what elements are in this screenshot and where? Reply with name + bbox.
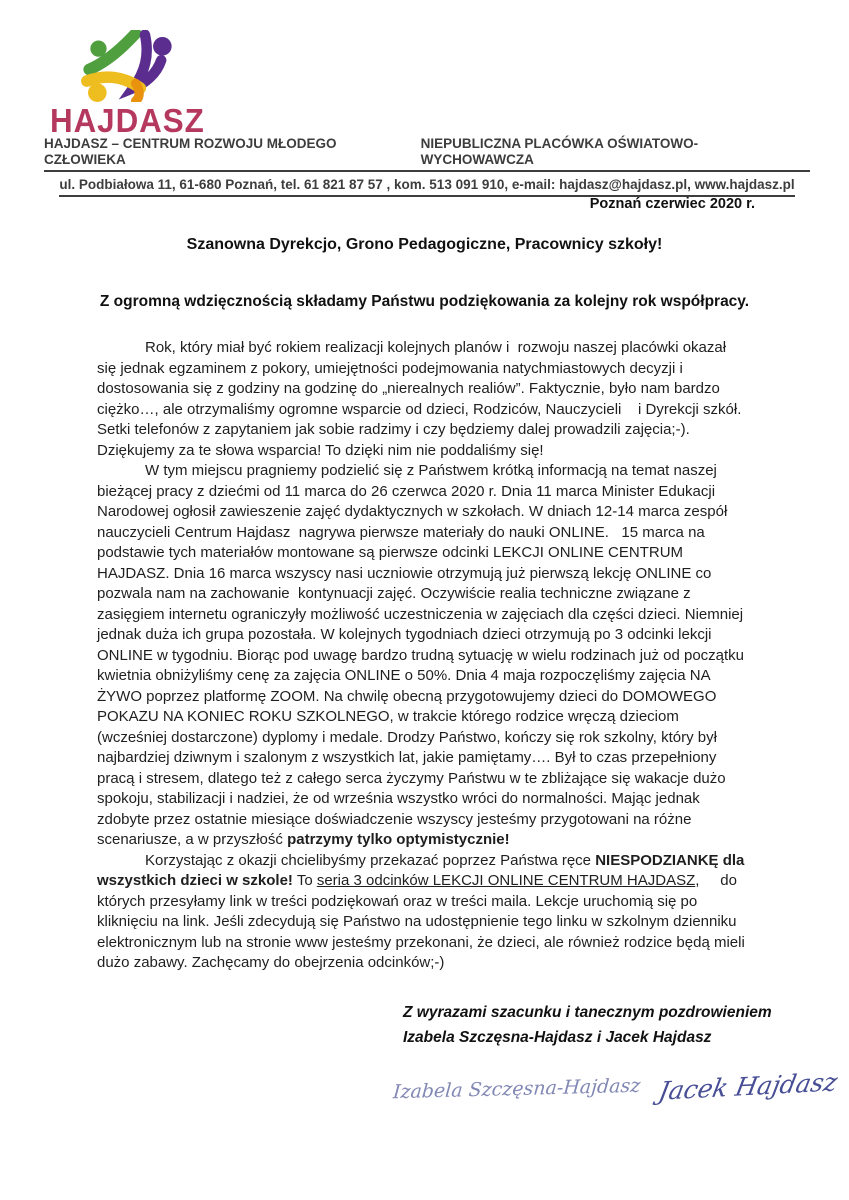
letterhead-org-name: HAJDASZ – CENTRUM ROZWOJU MŁODEGO CZŁOWIEKA (44, 136, 337, 167)
date-line: Poznań czerwiec 2020 r. (589, 196, 755, 212)
hajdasz-logo (50, 30, 220, 137)
letterhead (44, 136, 810, 197)
dancing-figures-icon (72, 30, 190, 102)
paragraph: W tym miejscu pragniemy podzielić się z Państwem krótką informacją na temat naszej bieżącej pracy z dziećmi od 11 marca do 26 czerwca 2020 r. Dnia 11 marca Minister Edukacji Narodowej ogłosił zawieszenie zajęć dydaktycznych w szkołach. W dniach 12-14 marca zespół nauczycieli Centrum Hajdasz nagrywa pierwsze materiały do nauki ONLINE. 15 marca na podstawie tych materiałów montowane są pierwsze odcinki LEKCJI ONLINE CENTRUM HAJDASZ. Dnia 16 marca wszyscy nasi uczniowie otrzymują już pierwszą lekcję ONLINE co pozwala nam na zachowanie kontynuacji zajęć. Oczywiście realia techniczne związane z zasięgiem internetu ograniczyły możliwość uczestniczenia w zajęciach dla części dzieci. Niemniej jednak duża ich grupa pozostała. W kolejnych tygodniach dzieci otrzymują po 3 odcinki lekcji ONLINE w tygodniu. Biorąc pod uwagę bardzo trudną sytuację w wielu rodzinach już od początku kwietnia obniżyliśmy cenę za zajęcia ONLINE o 50%. Dnia 4 maja rozpoczęliśmy zajęcia NA ŻYWO poprzez platformę ZOOM. Na chwilę obecną przygotowujemy dzieci do DOMOWEGO POKAZU NA KONIEC ROKU SZKOLNEGO, w trakcie którego rodzice wręczą dzieciom (wcześniej dostarczone) dyplomy i medale. Drodzy Państwo, kończy się rok szkolny, który był najbardziej dziwnym i szalonym z wszystkich lat, jakie pamiętamy…. Był to czas przepełniony pracą i stresem, dlatego też z całego serca życzymy Państwu w te zbliżające się wakacje dużo spokoju, stabilizacji i nadziei, że od września wszystko wróci do normalności. Mając jednak zdobyte przez ostatnie miesiące doświadczenie wszyscy jesteśmy przygotowani na różne scenariusze, a w przyszłość patrzymy tylko optymistycznie! (97, 462, 749, 848)
paragraph: Korzystając z okazji chcielibyśmy przekazać poprzez Państwa ręce NIESPODZIANKĘ dla wszystkich dzieci w szkole! To seria 3 odcinków LEKCJI ONLINE CENTRUM HAJDASZ, do których przesyłamy link w treści podziękowań oraz w treści maila. Lekcje uruchomią się po kliknięciu na link. Jeśli zdecydują się Państwo na udostępnienie tego linku w szkolnym dzienniku elektronicznym lub na stronie www jesteśmy przekonani, że dzieci, ale również rodzice będą mieli dużo zabawy. Zachęcamy do obejrzenia odcinków;-) (97, 851, 749, 971)
closing-line1: Z wyrazami szacunku i tanecznym pozdrowieniem (403, 1004, 772, 1021)
logo-wordmark: HAJDASZ (50, 102, 205, 139)
letterhead-line1 (44, 136, 810, 172)
closing-block (403, 1000, 772, 1050)
body-paragraphs (97, 338, 747, 974)
signature-jacek: Jacek Hajdasz (656, 1067, 840, 1106)
intro-line: Z ogromną wdzięcznością składamy Państwu podziękowania za kolejny rok współpracy. (99, 293, 750, 310)
closing-line2: Izabela Szczęsna-Hajdasz i Jacek Hajdasz (403, 1029, 712, 1046)
signature-izabela: Izabela Szczęsna-Hajdasz (392, 1074, 642, 1104)
handwritten-signature (392, 1067, 840, 1106)
salutation: Szanowna Dyrekcjo, Grono Pedagogiczne, Pracownicy szkoły! (186, 236, 663, 253)
letterhead-contact: ul. Podbiałowa 11, 61-680 Poznań, tel. 61 821 87 57 , kom. 513 091 910, e-mail: hajdasz@hajdasz.pl, www.hajdasz.pl (59, 177, 794, 197)
letterhead-org-type: NIEPUBLICZNA PLACÓWKA OŚWIATOWO-WYCHOWAWCZA (420, 136, 699, 167)
paragraph: Rok, który miał być rokiem realizacji kolejnych planów i rozwoju naszej placówki okazał się jednak egzaminem z pokory, umiejętności podejmowania natychmiastowych decyzji i dostosowania się z godziny na godzinę do „nierealnych realiów”. Faktycznie, było nam bardzo ciężko…, ale otrzymaliśmy ogromne wsparcie od dzieci, Rodziców, Nauczycieli i Dyrekcji szkół. Setki telefonów z zapytaniem jak sobie radzimy i czy będziemy dalej prowadzili zajęcia;-). Dziękujemy za te słowa wsparcia! To dzięki nim nie poddaliśmy się! (97, 339, 746, 459)
